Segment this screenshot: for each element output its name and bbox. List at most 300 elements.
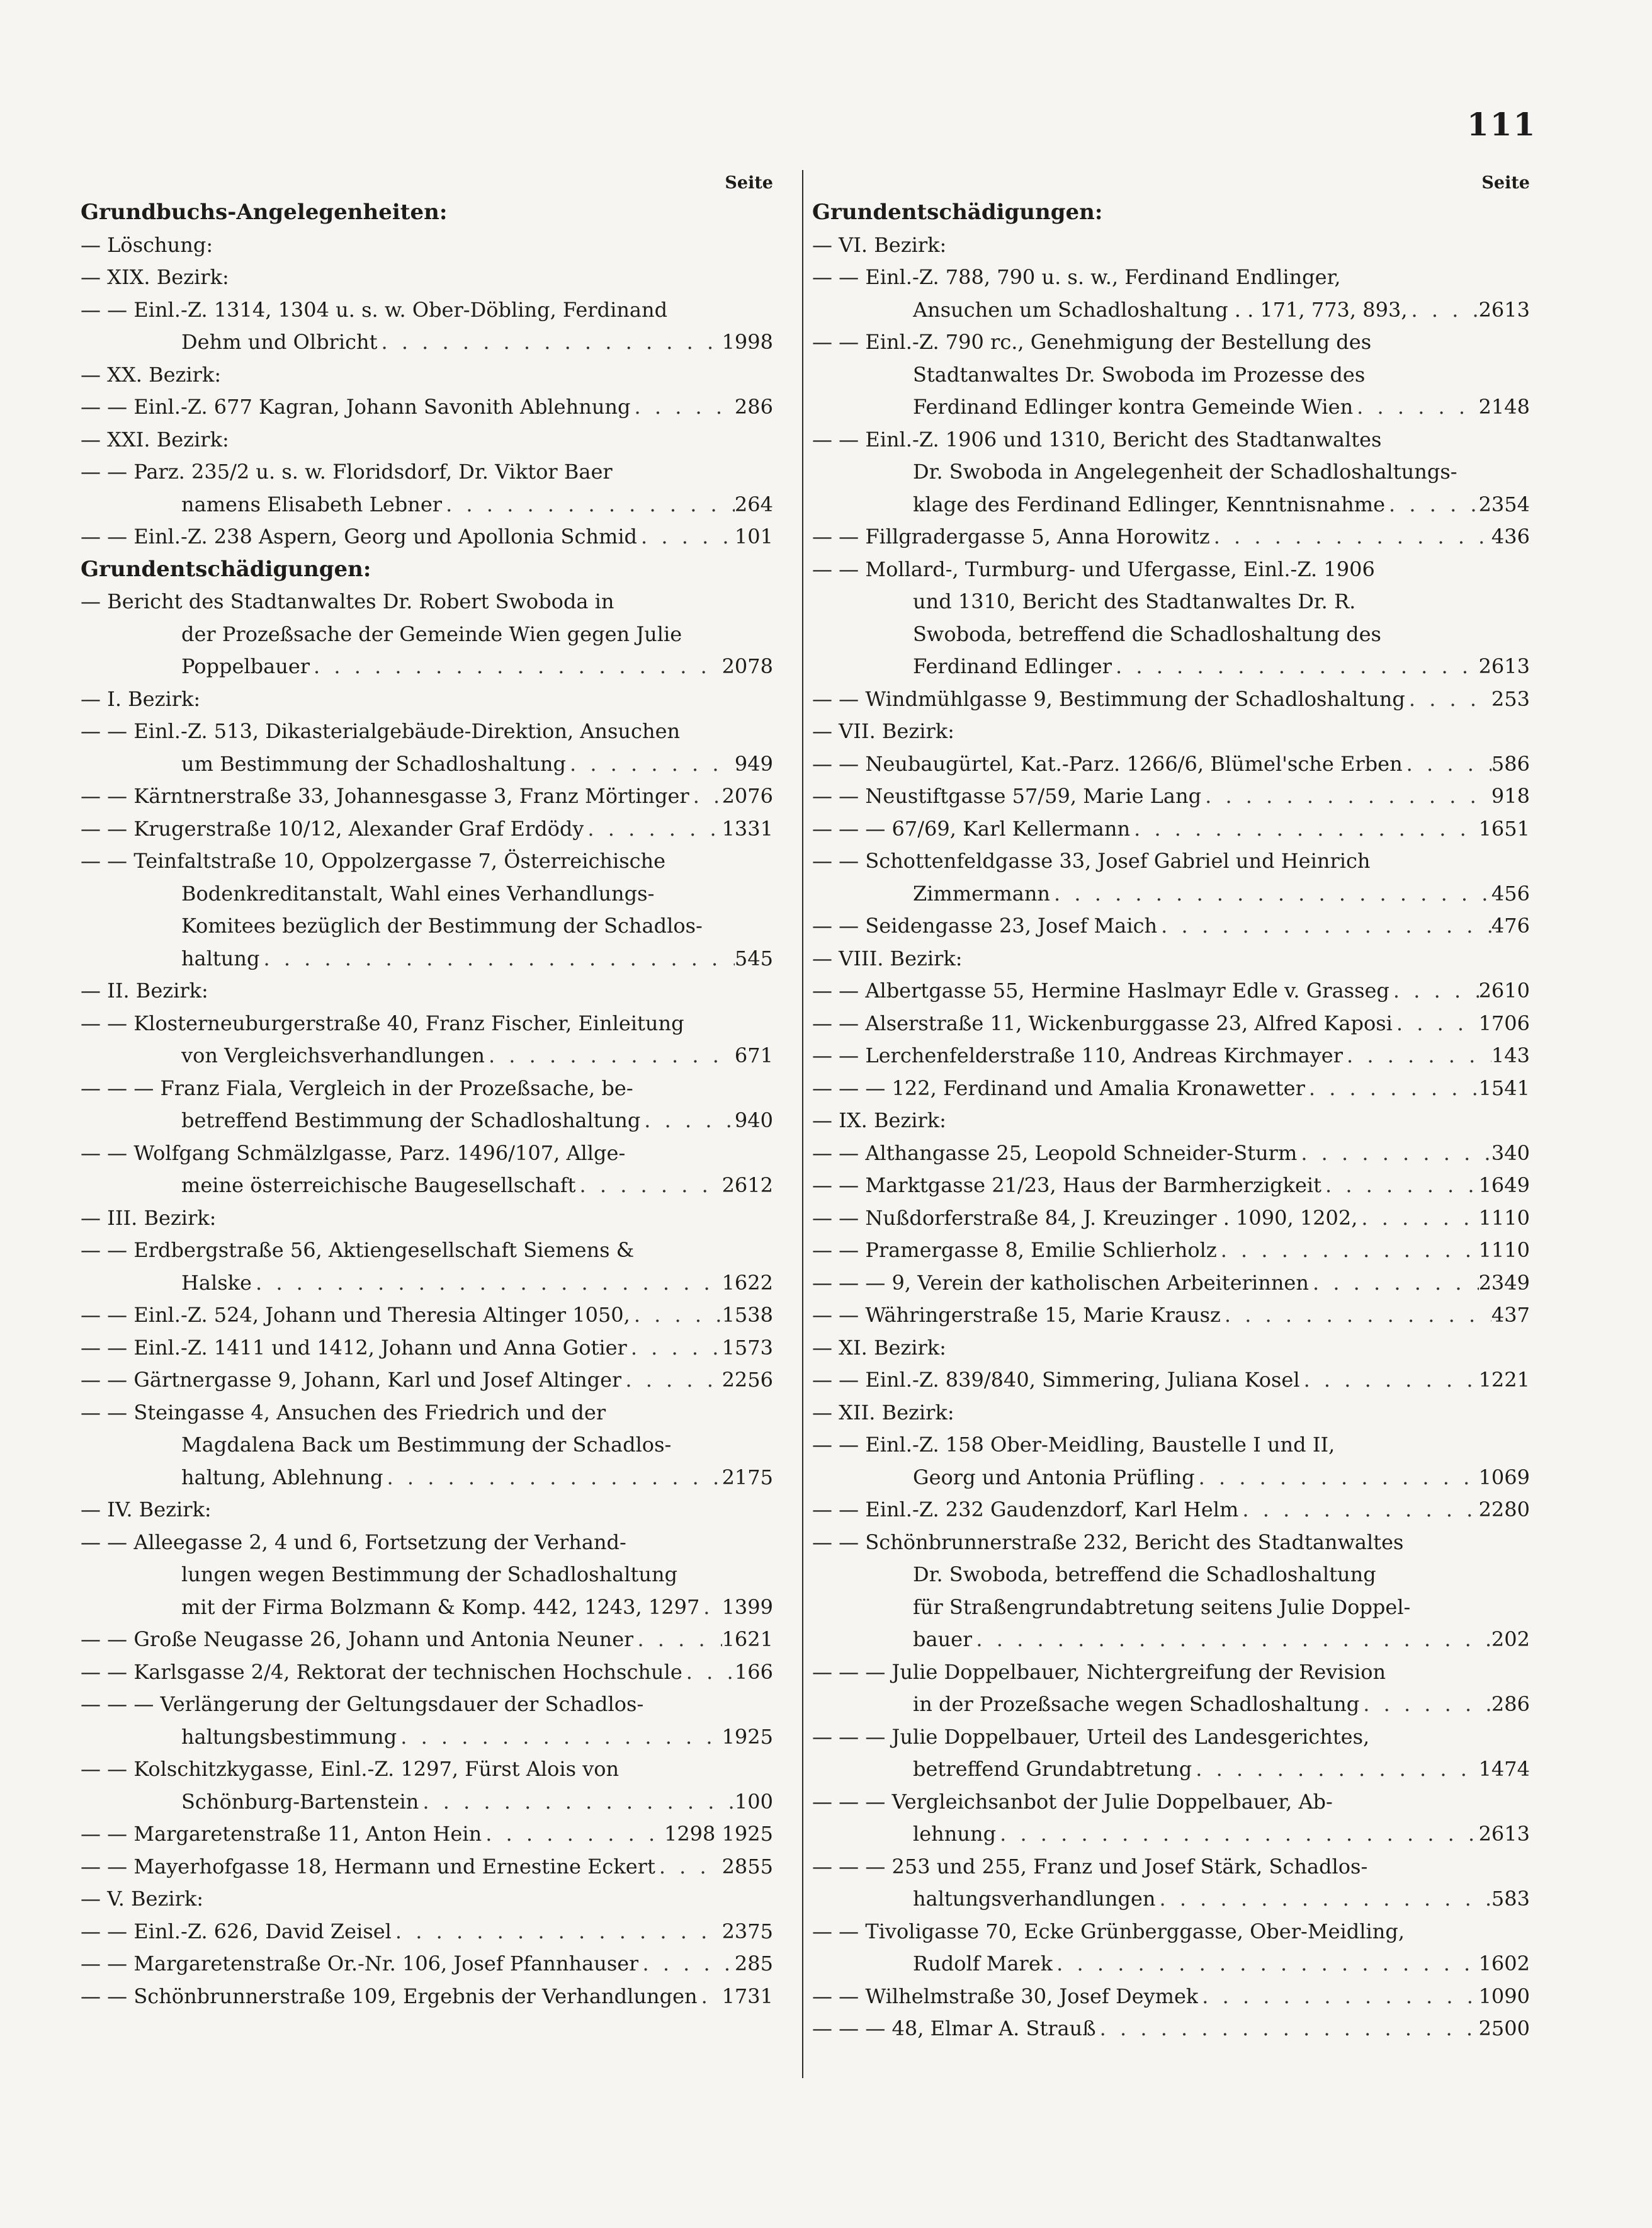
entry-text: — — — Julie Doppelbauer, Urteil des Landesgerichtes, — [812, 1724, 1370, 1749]
index-entry — [81, 1364, 773, 1397]
leader-dots — [1385, 489, 1479, 521]
index-entry — [812, 261, 1530, 294]
entry-text: Dr. Swoboda, betreffend die Schadloshaltung — [913, 1562, 1376, 1586]
leader-dots — [1305, 1072, 1479, 1105]
entry-text: Rudolf Marek — [913, 1952, 1053, 1975]
page-reference: 1298 1925 — [664, 1822, 773, 1846]
page-reference: 1399 — [721, 1594, 773, 1619]
index-entry — [81, 1981, 773, 2013]
index-entry — [81, 748, 773, 781]
index-entry — [81, 845, 773, 878]
index-entry — [812, 1137, 1530, 1170]
index-entry — [812, 1623, 1530, 1656]
page-reference: 437 — [1491, 1303, 1530, 1327]
page-reference: 1621 — [721, 1627, 773, 1651]
index-entry — [812, 586, 1530, 618]
entry-text: — — Währingerstraße 15, Marie Krausz — [812, 1303, 1221, 1327]
index-entry — [81, 1202, 773, 1235]
index-entry — [81, 1234, 773, 1267]
page-reference: 1538 — [721, 1303, 773, 1327]
leader-dots — [1389, 975, 1479, 1008]
entry-text: Swoboda, betreffend die Schadloshaltung des — [913, 622, 1381, 646]
index-entry — [81, 1688, 773, 1721]
index-entry — [81, 910, 773, 943]
leader-dots — [576, 1169, 722, 1202]
index-entry — [81, 1656, 773, 1689]
index-entry — [81, 1721, 773, 1754]
leader-dots — [627, 1332, 722, 1365]
index-entry — [812, 975, 1530, 1008]
entry-text: — XX. Bezirk: — [81, 362, 222, 387]
entry-text: Poppelbauer — [181, 654, 310, 678]
index-entry — [81, 1462, 773, 1494]
page-reference: 949 — [734, 751, 773, 776]
index-entry — [81, 1559, 773, 1591]
page-reference: 2613 — [1478, 654, 1530, 678]
index-entry — [812, 1105, 1530, 1137]
leader-dots — [1343, 1040, 1491, 1072]
leader-dots — [1050, 878, 1491, 911]
page-reference: 1110 — [1478, 1238, 1530, 1262]
entry-text: — — Einl.-Z. 524, Johann und Theresia Altinger 1050, — [81, 1303, 630, 1327]
entry-text: — V. Bezirk: — [81, 1887, 204, 1911]
leader-dots — [1357, 1202, 1478, 1235]
leader-dots — [1130, 813, 1478, 846]
page-reference: 1925 — [721, 1724, 773, 1749]
index-entry — [81, 1137, 773, 1170]
page-reference: 1110 — [1478, 1205, 1530, 1230]
entry-text: — VII. Bezirk: — [812, 719, 954, 743]
entry-text: Dr. Swoboda in Angelegenheit der Schadloshaltungs- — [913, 460, 1457, 484]
leader-dots — [630, 1299, 722, 1332]
index-entry — [81, 943, 773, 975]
entry-text: — III. Bezirk: — [81, 1205, 217, 1230]
index-entry — [81, 715, 773, 748]
entry-text: — — Neubaugürtel, Kat.-Parz. 1266/6, Blümel'sche Erben — [812, 751, 1403, 776]
index-entry — [812, 1494, 1530, 1526]
index-entry — [812, 1591, 1530, 1624]
entry-text: — — Lerchenfelderstraße 110, Andreas Kirchmayer — [812, 1043, 1344, 1067]
entry-text: — — Kärntnerstraße 33, Johannesgasse 3, Franz Mörtinger — [81, 784, 689, 808]
index-entry — [812, 780, 1530, 813]
entry-text: — Löschung: — [81, 232, 213, 257]
page-reference: 1731 — [721, 1984, 773, 2008]
entry-text: klage des Ferdinand Edlinger, Kenntnisnahme — [913, 492, 1386, 516]
entry-text: betreffend Bestimmung der Schadloshaltung — [181, 1108, 641, 1132]
index-entry — [812, 1429, 1530, 1462]
index-entry — [81, 586, 773, 618]
entry-text: — Bericht des Stadtanwaltes Dr. Robert Swoboda in — [81, 589, 614, 613]
leader-dots — [1210, 521, 1491, 554]
page-reference: 1069 — [1478, 1465, 1530, 1489]
index-entry — [81, 1332, 773, 1365]
entry-text: — XII. Bezirk: — [812, 1400, 954, 1424]
index-entry — [81, 618, 773, 651]
entry-text: — — Kolschitzkygasse, Einl.-Z. 1297, Fürst Alois von — [81, 1757, 620, 1781]
leader-dots — [584, 813, 721, 846]
page-reference: 2078 — [721, 654, 773, 678]
entry-text: Grundentschädigungen: — [812, 200, 1103, 225]
page-reference: 340 — [1491, 1140, 1530, 1165]
entry-text: — — Fillgradergasse 5, Anna Horowitz — [812, 525, 1210, 548]
leader-dots — [621, 1364, 721, 1397]
leader-dots — [699, 1591, 721, 1624]
page-reference: 1649 — [1478, 1173, 1530, 1197]
leader-dots — [259, 943, 734, 975]
entry-text: — — Karlsgasse 2/4, Rektorat der technischen Hochschule — [81, 1659, 682, 1684]
page-reference: 2175 — [721, 1465, 773, 1489]
index-entry — [812, 391, 1530, 424]
index-entry — [812, 1332, 1530, 1365]
leader-dots — [383, 1462, 722, 1494]
index-entry — [812, 1169, 1530, 1202]
leader-dots — [1403, 748, 1491, 781]
page-reference: 202 — [1491, 1627, 1530, 1651]
index-entry — [812, 845, 1530, 878]
entry-text: Ferdinand Edlinger — [913, 654, 1112, 678]
page-reference: 2855 — [721, 1854, 773, 1878]
page-reference: 285 — [734, 1952, 773, 1975]
leader-dots — [1309, 1267, 1479, 1300]
index-entry — [81, 521, 773, 554]
index-entry — [812, 1559, 1530, 1591]
index-entry — [81, 1526, 773, 1559]
index-entry — [81, 1105, 773, 1137]
leader-dots — [1359, 1688, 1491, 1721]
entry-text: — XI. Bezirk: — [812, 1335, 946, 1360]
index-entry — [81, 1072, 773, 1105]
entry-text: — — — 48, Elmar A. Strauß — [812, 2016, 1096, 2040]
entry-text: — — Steingasse 4, Ansuchen des Friedrich und der — [81, 1400, 606, 1424]
entry-text: — — Einl.-Z. 626, David Zeisel — [81, 1919, 392, 1943]
leader-dots — [1096, 2013, 1479, 2045]
index-entry — [812, 554, 1530, 586]
entry-text: — — Einl.-Z. 788, 790 u. s. w., Ferdinand Endlinger, — [812, 265, 1341, 289]
index-entry — [812, 1526, 1530, 1559]
seite-label-left: Seite — [725, 173, 773, 193]
entry-text: — VIII. Bezirk: — [812, 946, 963, 970]
entry-text: — — Parz. 235/2 u. s. w. Floridsdorf, Dr. Viktor Baer — [81, 460, 613, 484]
index-entry — [81, 813, 773, 846]
leader-dots — [631, 391, 735, 424]
page-reference: 1573 — [721, 1335, 773, 1360]
leader-dots — [419, 1786, 735, 1819]
index-entry — [81, 651, 773, 683]
page-reference: 2613 — [1478, 297, 1530, 322]
entry-text: — — — 122, Ferdinand und Amalia Kronawetter — [812, 1076, 1305, 1100]
leader-dots — [392, 1916, 722, 1948]
index-entry — [812, 1202, 1530, 1235]
index-entry — [81, 1429, 773, 1462]
page-reference: 1541 — [1478, 1076, 1530, 1100]
index-entry — [81, 1008, 773, 1040]
entry-text: in der Prozeßsache wegen Schadloshaltung — [913, 1692, 1360, 1716]
leader-dots — [1053, 1948, 1478, 1981]
leader-dots — [1198, 1981, 1478, 2013]
page-reference: 545 — [734, 946, 773, 970]
index-entry — [812, 910, 1530, 943]
leader-dots — [1238, 1494, 1478, 1526]
page-reference: 253 — [1491, 686, 1530, 711]
page-reference: 1221 — [1478, 1368, 1530, 1392]
index-entry — [81, 780, 773, 813]
index-entry — [812, 1008, 1530, 1040]
index-entry — [81, 1851, 773, 1884]
index-entry — [812, 1234, 1530, 1267]
index-entry — [812, 229, 1530, 262]
leader-dots — [566, 748, 735, 781]
index-entry — [812, 1883, 1530, 1916]
index-entry — [81, 1818, 773, 1851]
index-entry — [81, 261, 773, 294]
entry-text: — — — 253 und 255, Franz und Josef Stärk, Schadlos- — [812, 1854, 1368, 1878]
page-reference: 2349 — [1478, 1270, 1530, 1295]
entry-text: Komitees bezüglich der Bestimmung der Schadlos- — [181, 914, 703, 938]
entry-text: — — Wolfgang Schmälzlgasse, Parz. 1496/107, Allge- — [81, 1140, 626, 1165]
entry-text: — — — Verlängerung der Geltungsdauer der Schadlos- — [81, 1692, 644, 1716]
entry-text: — — Tivoligasse 70, Ecke Grünberggasse, Ober-Meidling, — [812, 1919, 1405, 1943]
entry-text: — — — 9, Verein der katholischen Arbeiterinnen — [812, 1270, 1309, 1295]
index-entry — [812, 1948, 1530, 1981]
entry-text: bauer — [913, 1627, 973, 1651]
entry-text: haltung, Ablehnung — [181, 1465, 383, 1489]
page-reference: 101 — [734, 525, 773, 548]
entry-text: — — Seidengasse 23, Josef Maich — [812, 914, 1158, 938]
entry-text: betreffend Grundabtretung — [913, 1757, 1192, 1781]
page-reference: 1331 — [721, 816, 773, 841]
entry-text: — — Margaretenstraße Or.-Nr. 106, Josef Pfannhauser — [81, 1952, 639, 1975]
page-reference: 436 — [1491, 525, 1530, 548]
index-entry — [81, 326, 773, 359]
page-number: 111 — [1467, 106, 1537, 143]
page-reference: 1706 — [1478, 1011, 1530, 1035]
entry-text: — — Einl.-Z. 1411 und 1412, Johann und Anna Gotier — [81, 1335, 627, 1360]
leader-dots — [637, 521, 735, 554]
page-reference: 166 — [734, 1659, 773, 1684]
entry-text: — — Schottenfeldgasse 33, Josef Gabriel und Heinrich — [812, 849, 1371, 873]
page-reference: 143 — [1491, 1043, 1530, 1067]
page-reference: 1090 — [1478, 1984, 1530, 2008]
entry-text: — — Einl.-Z. 513, Dikasterialgebäude-Direktion, Ansuchen — [81, 719, 681, 743]
entry-text: — — Einl.-Z. 1906 und 1310, Bericht des Stadtanwaltes — [812, 427, 1382, 452]
index-entry — [812, 1721, 1530, 1754]
index-entry — [812, 489, 1530, 521]
right-entries — [812, 196, 1530, 2045]
index-entry — [81, 1883, 773, 1916]
index-entry — [812, 1462, 1530, 1494]
index-entry — [812, 294, 1530, 327]
leader-dots — [252, 1267, 722, 1300]
entry-text: Zimmermann — [913, 881, 1051, 906]
entry-text: — — Einl.-Z. 232 Gaudenzdorf, Karl Helm — [812, 1498, 1239, 1521]
entry-text: Bodenkreditanstalt, Wahl eines Verhandlungs- — [181, 881, 655, 906]
index-entry — [812, 359, 1530, 392]
entry-text: — — Einl.-Z. 677 Kagran, Johann Savonith Ablehnung — [81, 395, 631, 419]
entry-text: — — Erdbergstraße 56, Aktiengesellschaft Siemens & — [81, 1238, 635, 1262]
index-entry — [812, 878, 1530, 911]
leader-dots — [1155, 1883, 1491, 1916]
leader-dots — [377, 326, 721, 359]
leader-dots — [1405, 683, 1491, 716]
entry-text: — — Pramergasse 8, Emilie Schlierholz — [812, 1238, 1217, 1262]
leader-dots — [310, 651, 722, 683]
seite-label-right: Seite — [1481, 173, 1530, 193]
leader-dots — [1157, 910, 1491, 943]
entry-text: — VI. Bezirk: — [812, 232, 947, 257]
entry-text: — — — Julie Doppelbauer, Nichtergreifung der Revision — [812, 1659, 1386, 1684]
leader-dots — [1217, 1234, 1479, 1267]
entry-text: — XXI. Bezirk: — [81, 427, 229, 452]
entry-text: — — Marktgasse 21/23, Haus der Barmherzigkeit — [812, 1173, 1321, 1197]
index-entry — [81, 1494, 773, 1526]
index-entry — [81, 489, 773, 521]
index-entry — [81, 1916, 773, 1948]
left-column — [81, 170, 773, 2013]
leader-dots — [996, 1818, 1478, 1851]
page-reference: 100 — [734, 1789, 773, 1814]
entry-text: — — Neustiftgasse 57/59, Marie Lang — [812, 784, 1202, 808]
leader-dots — [698, 1981, 722, 2013]
entry-text: haltungsbestimmung — [181, 1724, 397, 1749]
entry-text: — — Große Neugasse 26, Johann und Antonia Neuner — [81, 1627, 634, 1651]
entry-text: namens Elisabeth Lebner — [181, 492, 443, 516]
index-entry — [81, 359, 773, 392]
index-entry — [81, 1948, 773, 1981]
entry-text: Stadtanwaltes Dr. Swoboda im Prozesse des — [913, 362, 1366, 387]
index-entry — [812, 2013, 1530, 2045]
entry-text: — — Gärtnergasse 9, Johann, Karl und Josef Altinger — [81, 1368, 622, 1392]
leader-dots — [1393, 1008, 1479, 1040]
page-reference: 2076 — [721, 784, 773, 808]
index-entry — [812, 683, 1530, 716]
index-entry — [812, 1916, 1530, 1948]
entry-text: — XIX. Bezirk: — [81, 265, 229, 289]
entry-text: — — Teinfaltstraße 10, Oppolzergasse 7, Österreichische — [81, 849, 666, 873]
entry-text: — — Krugerstraße 10/12, Alexander Graf Erdödy — [81, 816, 584, 841]
entry-text: — — Wilhelmstraße 30, Josef Deymek — [812, 1984, 1199, 2008]
leader-dots — [689, 780, 722, 813]
entry-text: — — Einl.-Z. 839/840, Simmering, Juliana Kosel — [812, 1368, 1300, 1392]
leader-dots — [655, 1851, 722, 1884]
entry-text: Dehm und Olbricht — [181, 330, 378, 354]
entry-text: — — Margaretenstraße 11, Anton Hein — [81, 1822, 482, 1846]
entry-text: — — Mollard-, Turmburg- und Ufergasse, Einl.-Z. 1906 — [812, 557, 1375, 581]
page-reference: 1622 — [721, 1270, 773, 1295]
left-entries — [81, 196, 773, 2013]
index-entry — [81, 424, 773, 457]
entry-text: Grundentschädigungen: — [81, 556, 371, 582]
leader-dots — [1300, 1364, 1479, 1397]
entry-text: — — Mayerhofgasse 18, Hermann und Ernestine Eckert — [81, 1854, 655, 1878]
index-entry — [81, 975, 773, 1008]
index-entry — [812, 1040, 1530, 1072]
page-reference: 2256 — [721, 1368, 773, 1392]
entry-text: — — Einl.-Z. 790 rc., Genehmigung der Bestellung des — [812, 330, 1372, 354]
index-entry — [81, 1299, 773, 1332]
index-entry — [812, 748, 1530, 781]
entry-text: lungen wegen Bestimmung der Schadloshaltung — [181, 1562, 678, 1586]
entry-text: — — Alserstraße 11, Wickenburggasse 23, Alfred Kaposi — [812, 1011, 1393, 1035]
page-reference: 2610 — [1478, 979, 1530, 1003]
index-entry — [812, 943, 1530, 975]
leader-dots — [638, 1948, 734, 1981]
entry-text: meine österreichische Baugesellschaft — [181, 1173, 576, 1197]
leader-dots — [633, 1623, 721, 1656]
entry-text: — — — Franz Fiala, Vergleich in der Prozeßsache, be- — [81, 1076, 633, 1100]
page-reference: 583 — [1491, 1887, 1530, 1911]
entry-text: — — Klosterneuburgerstraße 40, Franz Fischer, Einleitung — [81, 1011, 684, 1035]
section-heading — [81, 196, 773, 229]
entry-text: Schönburg-Bartenstein — [181, 1789, 419, 1814]
page-reference: 264 — [734, 492, 773, 516]
index-entry — [812, 1267, 1530, 1300]
leader-dots — [1192, 1753, 1478, 1786]
entry-text: — — Einl.-Z. 158 Ober-Meidling, Baustelle I und II, — [812, 1433, 1335, 1457]
leader-dots — [1221, 1299, 1491, 1332]
entry-text: — I. Bezirk: — [81, 686, 201, 711]
index-entry — [812, 1753, 1530, 1786]
index-entry — [81, 391, 773, 424]
index-entry — [812, 326, 1530, 359]
index-entry — [812, 1072, 1530, 1105]
entry-text: — IV. Bezirk: — [81, 1498, 212, 1521]
section-heading — [81, 554, 773, 586]
index-entry — [81, 1753, 773, 1786]
index-entry — [81, 229, 773, 262]
index-entry — [81, 1040, 773, 1072]
page-reference: 2500 — [1478, 2016, 1530, 2040]
index-entry — [812, 1851, 1530, 1884]
index-entry — [812, 456, 1530, 489]
leader-dots — [640, 1105, 735, 1137]
page-reference: 586 — [1491, 751, 1530, 776]
entry-text: — IX. Bezirk: — [812, 1108, 946, 1132]
entry-text: — — Althangasse 25, Leopold Schneider-Sturm — [812, 1140, 1298, 1165]
leader-dots — [1321, 1169, 1479, 1202]
index-entry — [812, 1981, 1530, 2013]
page-reference: 1474 — [1478, 1757, 1530, 1781]
page-reference: 2280 — [1478, 1498, 1530, 1521]
entry-text: Magdalena Back um Bestimmung der Schadlos- — [181, 1433, 672, 1457]
index-entry — [812, 813, 1530, 846]
index-entry — [812, 521, 1530, 554]
page-reference: 2375 — [721, 1919, 773, 1943]
index-entry — [81, 1786, 773, 1819]
entry-text: — II. Bezirk: — [81, 979, 208, 1003]
entry-text: mit der Firma Bolzmann & Komp. 442, 1243, 1297 — [181, 1594, 700, 1619]
entry-text: von Vergleichsverhandlungen — [181, 1043, 485, 1067]
entry-text: — — Schönbrunnerstraße 109, Ergebnis der Verhandlungen — [81, 1984, 698, 2008]
index-entry — [81, 1623, 773, 1656]
page-reference: 2148 — [1478, 395, 1530, 419]
entry-text: — — Albertgasse 55, Hermine Haslmayr Edle v. Grasseg — [812, 979, 1389, 1003]
index-entry — [81, 294, 773, 327]
page-reference: 456 — [1491, 881, 1530, 906]
page-reference: 1602 — [1478, 1952, 1530, 1975]
index-entry — [812, 424, 1530, 457]
entry-text: der Prozeßsache der Gemeinde Wien gegen Julie — [181, 622, 682, 646]
index-entry — [81, 683, 773, 716]
page-reference: 2354 — [1478, 492, 1530, 516]
index-entry — [812, 1299, 1530, 1332]
index-entry — [812, 715, 1530, 748]
entry-text: — — Schönbrunnerstraße 232, Bericht des Stadtanwaltes — [812, 1530, 1404, 1554]
index-entry — [812, 651, 1530, 683]
page-reference: 918 — [1491, 784, 1530, 808]
leader-dots — [1353, 391, 1478, 424]
entry-text: — — Windmühlgasse 9, Bestimmung der Schadloshaltung — [812, 686, 1405, 711]
page-reference: 2612 — [721, 1173, 773, 1197]
